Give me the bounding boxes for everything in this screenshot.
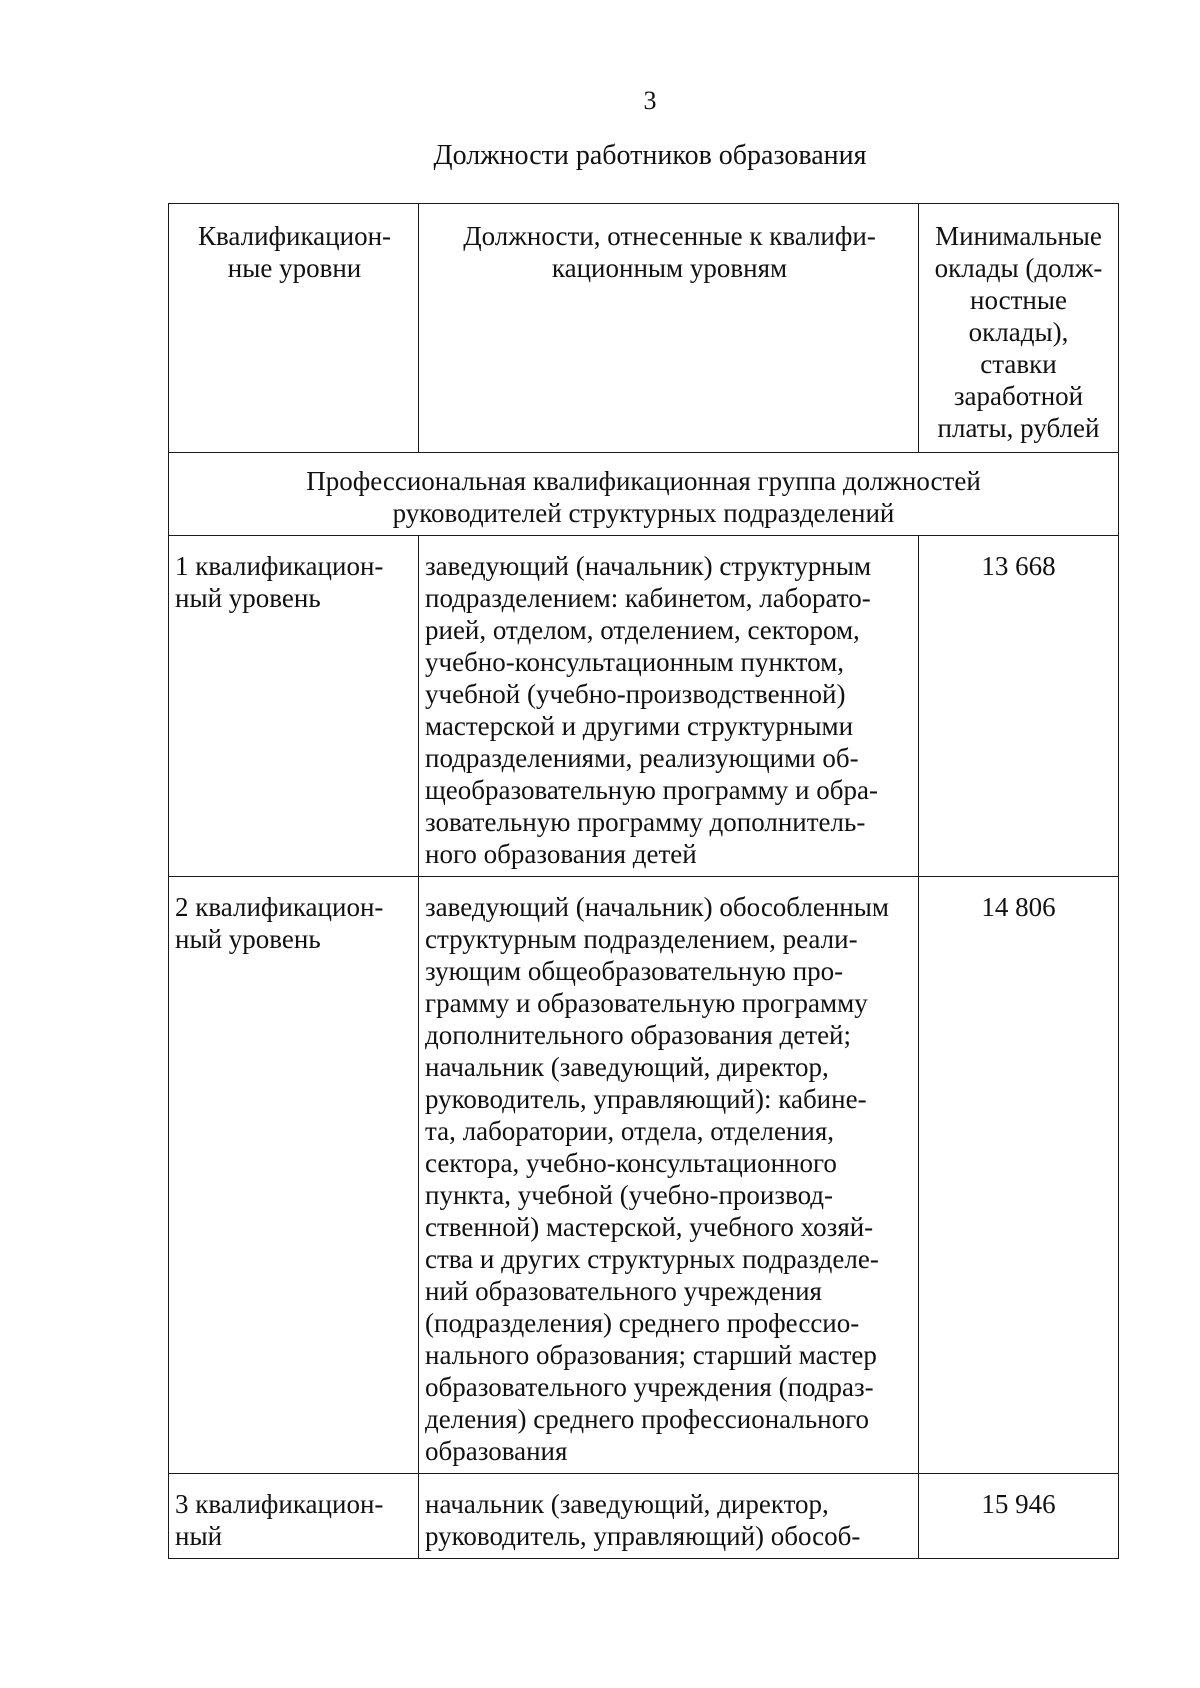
group-row [169, 453, 1119, 536]
header-line: заработной [953, 381, 1084, 411]
level-line: ный уровень [175, 583, 321, 613]
position-line: начальник (заведующий, директор, [425, 1052, 829, 1082]
position-line: подразделениями, реализующими об- [425, 743, 859, 773]
position-line: подразделением: кабинетом, лаборато- [425, 583, 871, 613]
level-line: 1 квалификацион- [175, 551, 384, 581]
group-line: руководителей структурных подразделений [392, 498, 895, 528]
position-line: заведующий (начальник) обособленным [425, 892, 889, 922]
header-line: оклады), [968, 317, 1069, 347]
header-line: оклады (долж- [934, 253, 1103, 283]
header-qualification-levels [169, 204, 419, 453]
position-line: ний образовательного учреждения [425, 1276, 822, 1306]
positions-cell [419, 877, 919, 1474]
position-line: образовательного учреждения (подраз- [425, 1372, 874, 1402]
level-line: 3 квалификацион- [175, 1489, 384, 1519]
table-row [169, 536, 1119, 877]
positions-cell [419, 536, 919, 877]
position-line: ственной) мастерской, учебного хозяй- [425, 1212, 874, 1242]
group-line: Профессиональная квалификационная группа должностей [306, 466, 981, 496]
position-line: рией, отделом, отделением, сектором, [425, 615, 860, 645]
position-line: нального образования; старший мастер [425, 1340, 877, 1370]
header-line: ные уровни [227, 253, 362, 283]
position-line: ства и других структурных подразделе- [425, 1244, 879, 1274]
header-line: кационным уровням [551, 253, 788, 283]
salary-cell: 13 668 [919, 536, 1119, 877]
level-cell [169, 1474, 419, 1559]
level-line: 2 квалификацион- [175, 892, 384, 922]
position-line: зующим общеобразовательную про- [425, 956, 844, 986]
header-positions [419, 204, 919, 453]
level-cell [169, 536, 419, 877]
header-line: платы, рублей [937, 413, 1100, 443]
position-line: пункта, учебной (учебно-производ- [425, 1180, 834, 1210]
page-number: 3 [643, 86, 657, 115]
salary-table [168, 203, 1119, 1559]
position-line: начальник (заведующий, директор, [425, 1489, 829, 1519]
position-line: грамму и образовательную программу [425, 988, 868, 1018]
position-line: дополнительного образования детей; [425, 1020, 852, 1050]
position-line: заведующий (начальник) структурным [425, 551, 872, 581]
position-line: руководитель, управляющий): кабине- [425, 1084, 867, 1114]
header-line: ставки [980, 349, 1057, 379]
position-line: ного образования детей [425, 839, 697, 869]
document-title: Должности работников образования [433, 140, 867, 171]
position-line: та, лаборатории, отдела, отделения, [425, 1116, 835, 1146]
level-line: ный уровень [175, 924, 321, 954]
header-line: ностные [970, 285, 1067, 315]
header-line: Квалификацион- [197, 221, 392, 251]
position-line: (подразделения) среднего профессио- [425, 1308, 860, 1338]
position-line: учебно-консультационным пунктом, [425, 647, 844, 677]
salary-cell: 15 946 [919, 1474, 1119, 1559]
position-line: зовательную программу дополнитель- [425, 807, 866, 837]
position-line: руководитель, управляющий) обособ- [425, 1521, 861, 1551]
group-heading [169, 453, 1119, 536]
position-line: сектора, учебно-консультационного [425, 1148, 837, 1178]
header-line: Минимальные [935, 221, 1102, 251]
position-line: структурным подразделением, реали- [425, 924, 858, 954]
position-line: образования [425, 1436, 568, 1466]
table-row [169, 877, 1119, 1474]
level-cell [169, 877, 419, 1474]
position-line: щеобразовательную программу и обра- [425, 775, 878, 805]
header-line: Должности, отнесенные к квалифи- [463, 221, 876, 251]
level-line: ный [175, 1521, 223, 1551]
position-line: учебной (учебно-производственной) [425, 679, 846, 709]
table-header-row [169, 204, 1119, 453]
table-row [169, 1474, 1119, 1559]
position-line: мастерской и другими структурными [425, 711, 854, 741]
header-minimum-salary [919, 204, 1119, 453]
salary-cell: 14 806 [919, 877, 1119, 1474]
position-line: деления) среднего профессионального [425, 1404, 869, 1434]
positions-cell [419, 1474, 919, 1559]
